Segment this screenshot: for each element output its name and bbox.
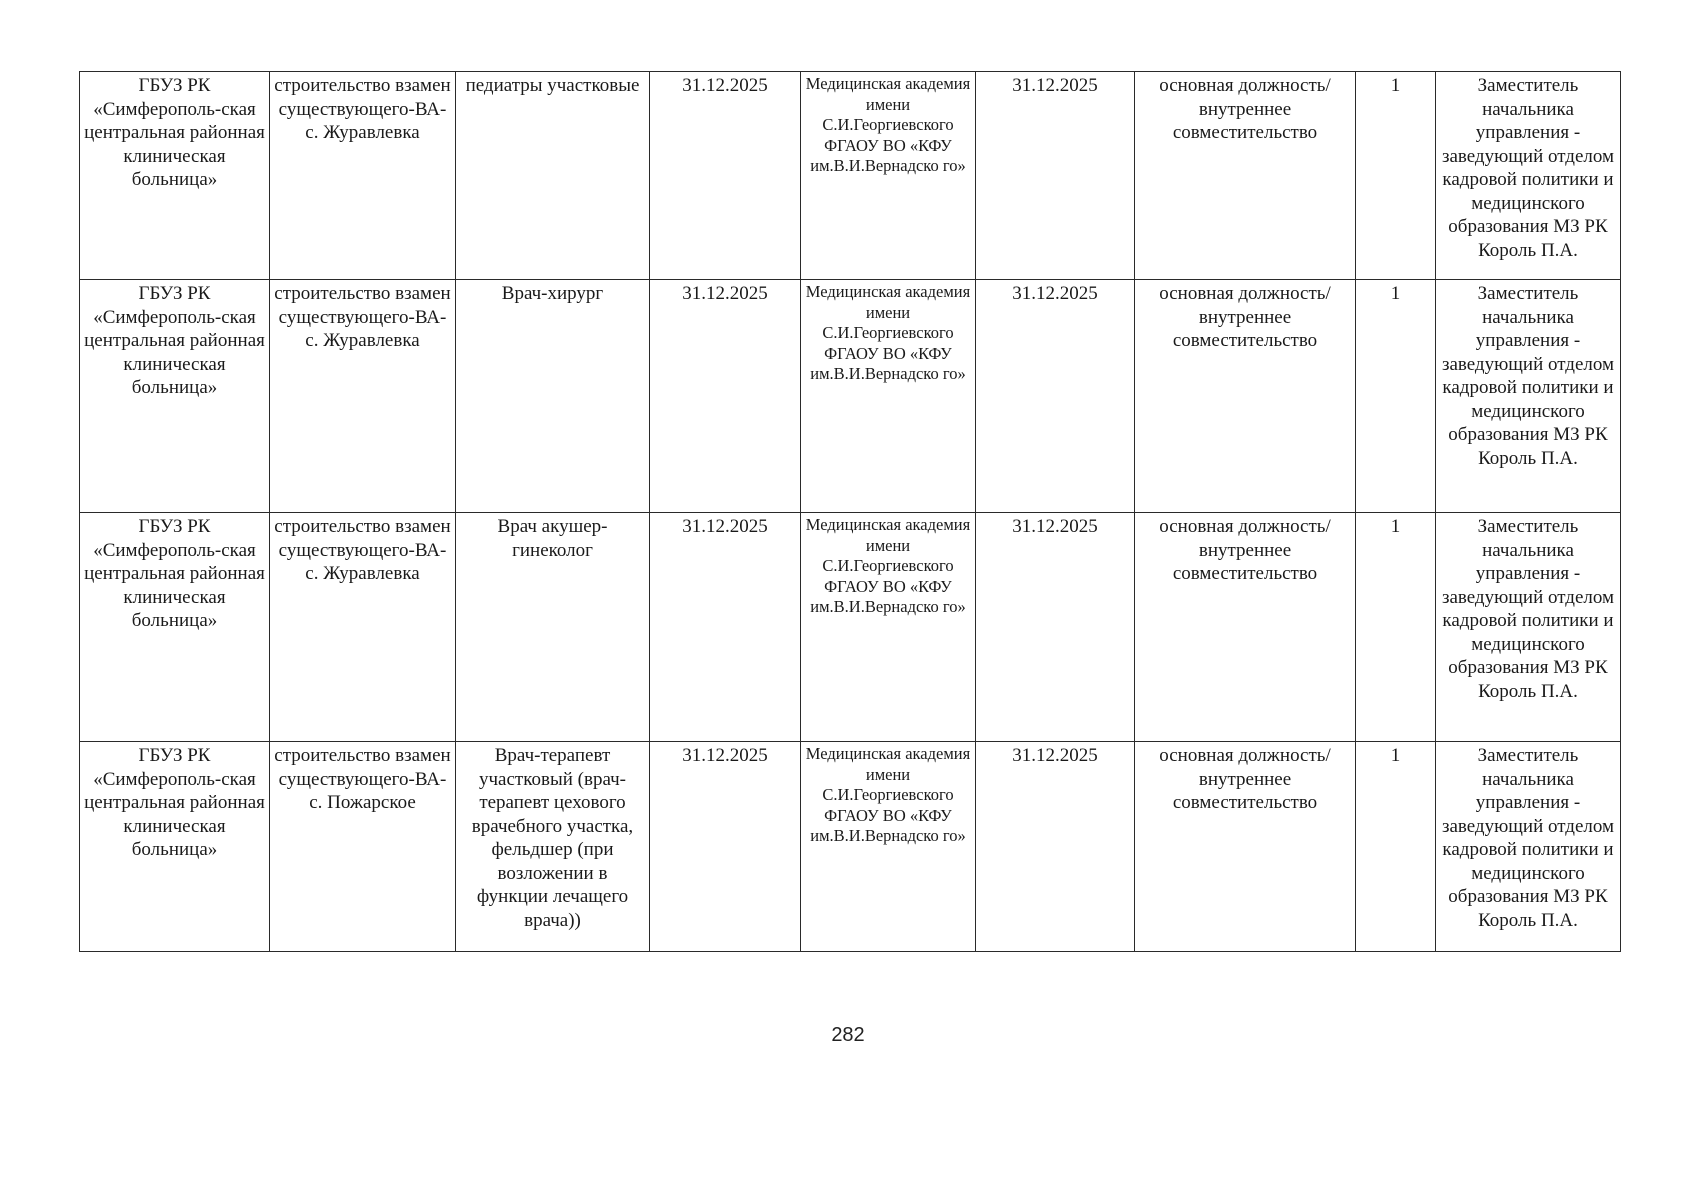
responsible-cell: Заместитель начальника управления - заведующий отделом кадровой политики и медицинского образования МЗ РК Король П.А. [1436, 72, 1621, 280]
count-cell: 1 [1356, 72, 1436, 280]
deadline-date-cell: 31.12.2025 [650, 280, 801, 513]
organization-cell: ГБУЗ РК «Симферополь-ская центральная районная клиническая больница» [80, 280, 270, 513]
position-cell: Врач-хирург [456, 280, 650, 513]
table-row [80, 280, 1621, 513]
project-cell: строительство взамен существующего-ВА-с. Журавлевка [270, 280, 456, 513]
responsible-cell: Заместитель начальника управления - заведующий отделом кадровой политики и медицинского образования МЗ РК Король П.А. [1436, 742, 1621, 952]
completion-date-cell: 31.12.2025 [976, 513, 1135, 742]
count-cell: 1 [1356, 280, 1436, 513]
organization-cell: ГБУЗ РК «Симферополь-ская центральная районная клиническая больница» [80, 72, 270, 280]
institution-cell: Медицинская академия имени С.И.Георгиевского ФГАОУ ВО «КФУ им.В.И.Вернадско го» [801, 72, 976, 280]
position-cell: педиатры участковые [456, 72, 650, 280]
employment-type-cell: основная должность/ внутреннее совместительство [1135, 513, 1356, 742]
deadline-date-cell: 31.12.2025 [650, 72, 801, 280]
institution-cell: Медицинская академия имени С.И.Георгиевского ФГАОУ ВО «КФУ им.В.И.Вернадско го» [801, 742, 976, 952]
table-row [80, 513, 1621, 742]
completion-date-cell: 31.12.2025 [976, 280, 1135, 513]
table-row [80, 72, 1621, 280]
position-cell: Врач акушер-гинеколог [456, 513, 650, 742]
project-cell: строительство взамен существующего-ВА-с. Пожарское [270, 742, 456, 952]
institution-cell: Медицинская академия имени С.И.Георгиевского ФГАОУ ВО «КФУ им.В.И.Вернадско го» [801, 513, 976, 742]
page-number: 282 [831, 1024, 865, 1046]
staffing-table [79, 71, 1621, 952]
project-cell: строительство взамен существующего-ВА-с. Журавлевка [270, 513, 456, 742]
count-cell: 1 [1356, 742, 1436, 952]
employment-type-cell: основная должность/ внутреннее совместительство [1135, 280, 1356, 513]
completion-date-cell: 31.12.2025 [976, 742, 1135, 952]
employment-type-cell: основная должность/ внутреннее совместительство [1135, 742, 1356, 952]
employment-type-cell: основная должность/ внутреннее совместительство [1135, 72, 1356, 280]
completion-date-cell: 31.12.2025 [976, 72, 1135, 280]
institution-cell: Медицинская академия имени С.И.Георгиевского ФГАОУ ВО «КФУ им.В.И.Вернадско го» [801, 280, 976, 513]
count-cell: 1 [1356, 513, 1436, 742]
project-cell: строительство взамен существующего-ВА-с. Журавлевка [270, 72, 456, 280]
position-cell: Врач-терапевт участковый (врач-терапевт цехового врачебного участка, фельдшер (при возложении в функции лечащего врача)) [456, 742, 650, 952]
responsible-cell: Заместитель начальника управления - заведующий отделом кадровой политики и медицинского образования МЗ РК Король П.А. [1436, 280, 1621, 513]
deadline-date-cell: 31.12.2025 [650, 742, 801, 952]
table-row [80, 742, 1621, 952]
organization-cell: ГБУЗ РК «Симферополь-ская центральная районная клиническая больница» [80, 742, 270, 952]
organization-cell: ГБУЗ РК «Симферополь-ская центральная районная клиническая больница» [80, 513, 270, 742]
responsible-cell: Заместитель начальника управления - заведующий отделом кадровой политики и медицинского образования МЗ РК Король П.А. [1436, 513, 1621, 742]
deadline-date-cell: 31.12.2025 [650, 513, 801, 742]
